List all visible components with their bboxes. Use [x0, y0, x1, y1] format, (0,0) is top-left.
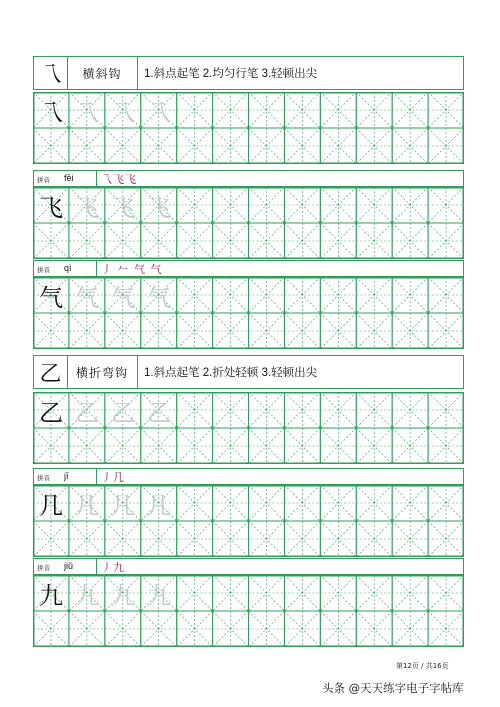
practice-grid: [33, 575, 464, 647]
trace-character: 乙: [111, 398, 135, 427]
practice-grid: [33, 277, 464, 349]
stroke-tips: 1.斜点起笔 2.均匀行笔 3.轻顿出尖: [144, 68, 318, 80]
stroke-header: [33, 355, 464, 389]
stroke-order: 丿几: [101, 471, 125, 484]
trace-character: 乁: [147, 98, 171, 127]
stroke-tips: 1.斜点起笔 2.折处轻顿 3.轻顿出尖: [144, 367, 318, 379]
trace-character: 几: [75, 491, 99, 520]
pinyin-value: jī: [64, 471, 69, 481]
stroke-name: 横斜钩: [67, 57, 138, 89]
trace-character: 气: [111, 283, 135, 312]
practice-grid: [33, 92, 464, 164]
model-character: 乁: [39, 98, 63, 127]
trace-character: 乙: [75, 398, 99, 427]
trace-character: 飞: [111, 193, 135, 222]
pinyin-label: 拼音: [37, 564, 50, 572]
model-character: 几: [39, 491, 63, 520]
trace-character: 乁: [111, 98, 135, 127]
trace-character: 几: [147, 491, 171, 520]
trace-character: 乙: [147, 398, 171, 427]
practice-grid: [33, 187, 464, 259]
trace-character: 气: [147, 283, 171, 312]
practice-grid: [33, 392, 464, 464]
divider: [96, 469, 97, 484]
pinyin-label: 拼音: [37, 474, 50, 482]
pinyin-row: [33, 170, 464, 187]
stroke-order: 乁飞飞: [101, 173, 137, 186]
trace-character: 几: [111, 491, 135, 520]
stroke-glyph: 乙: [34, 356, 68, 388]
stroke-order: 丿 𠂉 气 气: [101, 263, 163, 276]
trace-character: 乁: [75, 98, 99, 127]
pinyin-label: 拼音: [37, 176, 50, 184]
pinyin-row: [33, 468, 464, 485]
pinyin-value: fēi: [64, 173, 74, 183]
divider: [96, 559, 97, 574]
model-character: 气: [39, 283, 63, 312]
pinyin-value: jiǔ: [64, 561, 74, 571]
trace-character: 飞: [75, 193, 99, 222]
pinyin-label: 拼音: [37, 266, 50, 274]
model-character: 飞: [39, 193, 63, 222]
divider: [96, 261, 97, 276]
trace-character: 九: [111, 581, 135, 610]
trace-character: 九: [75, 581, 99, 610]
trace-character: 气: [75, 283, 99, 312]
page-number: 第12页 / 共16页: [396, 662, 449, 670]
trace-character: 九: [147, 581, 171, 610]
trace-character: 飞: [147, 193, 171, 222]
pinyin-row: [33, 558, 464, 575]
model-character: 乙: [39, 398, 63, 427]
watermark: 头条 @天天练字电子字帖库: [322, 681, 464, 695]
stroke-glyph: 乁: [34, 57, 68, 89]
pinyin-row: [33, 260, 464, 277]
model-character: 九: [39, 581, 63, 610]
stroke-header: [33, 56, 464, 90]
stroke-name: 横折弯钩: [67, 356, 138, 388]
stroke-order: 丿九: [101, 561, 125, 574]
pinyin-value: qì: [64, 263, 72, 273]
practice-grid: [33, 485, 464, 557]
divider: [96, 171, 97, 186]
